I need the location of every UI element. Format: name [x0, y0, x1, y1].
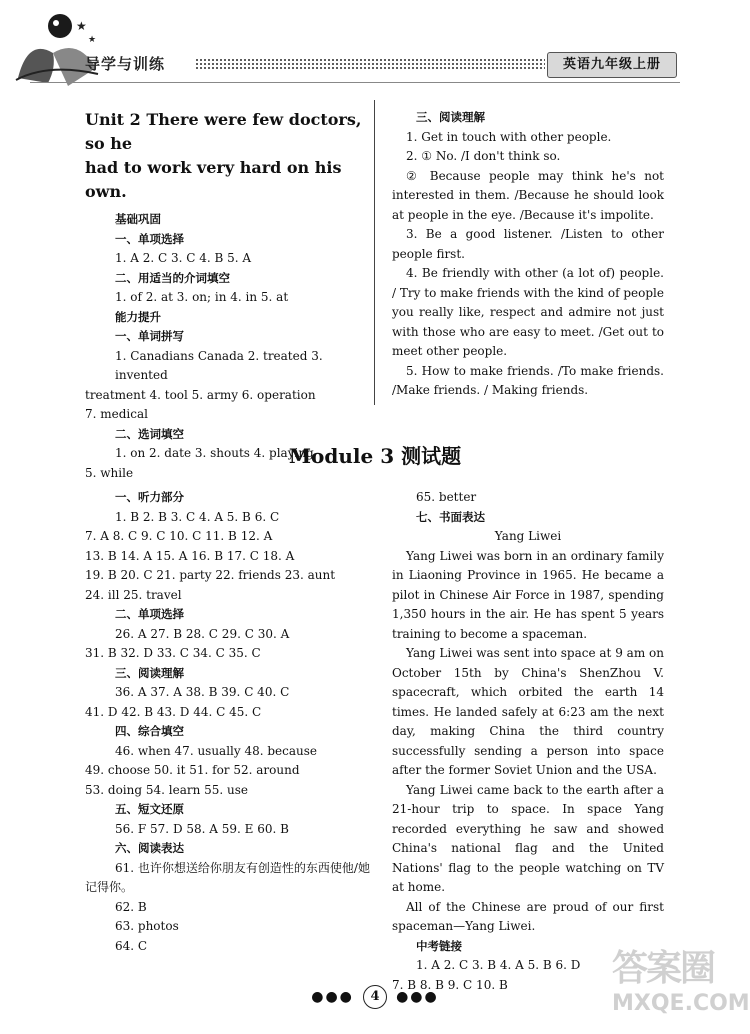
answer-line: 26. A 27. B 28. C 29. C 30. A [115, 626, 290, 641]
section-heading: 三、阅读理解 [115, 665, 184, 680]
answer-line: 19. B 20. C 21. party 22. friends 23. aunt [85, 568, 336, 582]
section-heading: 一、单项选择 [115, 231, 184, 246]
svg-text:★: ★ [76, 19, 87, 33]
answer-line: 24. ill 25. travel [85, 587, 182, 602]
answer-line: 65. better [416, 490, 477, 504]
answer-line: 5. while [85, 465, 134, 480]
section-heading: 六、阅读表达 [115, 841, 184, 855]
reading-answers [392, 108, 664, 401]
answer-line: 53. doing 54. learn 55. use [85, 782, 249, 797]
test-answers-right [392, 488, 664, 995]
answer-line: 41. D 42. B 43. D 44. C 45. C [85, 704, 262, 719]
answer-line: 1. Canadians Canada 2. treated 3. invented [115, 348, 323, 382]
unit2-answers [85, 108, 370, 483]
watermark-logo: 答案圈 [612, 948, 715, 989]
answer-line: 36. A 37. A 38. B 39. C 40. C [115, 685, 290, 699]
answer-line: 1. on 2. date 3. shouts 4. playing [115, 446, 314, 460]
answer-paragraph: 5. How to make friends. /To make friends. /Make friends. / Making friends. [392, 363, 664, 397]
section-heading: 一、听力部分 [115, 490, 184, 504]
footer-dots-left: ●●● [311, 989, 354, 1005]
answer-line: 46. when 47. usually 48. because [115, 743, 318, 758]
ability-heading: 能力提升 [115, 309, 161, 324]
answer-line: 1. A 2. C 3. C 4. B 5. A [115, 251, 252, 265]
header-dot-band [195, 58, 545, 70]
essay-paragraph: All of the Chinese are proud of our first spaceman—Yang Liwei. [392, 899, 664, 933]
essay-paragraph: Yang Liwei was sent into space at 9 am on October 15th by China's ShenZhou V. spacecraft, which orbited the earth 14 times. He landed safely at 6:23 am the next day, making China the third country successfully sending a person into space after the former Soviet Union and the USA. [392, 646, 664, 777]
column-divider [374, 100, 375, 405]
answer-paragraph: ② Because people may think he's not interested in them. /Because he should look at people in the eye. /Because it's impolite. [392, 168, 664, 222]
svg-text:★: ★ [88, 35, 97, 45]
answer-line: 1. of 2. at 3. on; in 4. in 5. at [115, 290, 289, 304]
essay-paragraph: Yang Liwei came back to the earth after a 21-hour trip to space. In space Yang recorded everything he saw and showed China's national flag and the United Nations' flag to the people watching on TV at home. [392, 782, 664, 894]
unit-title-line2: had to work very hard on his own. [85, 158, 342, 201]
answer-paragraph: 1. Get in touch with other people. [406, 129, 612, 144]
section-heading: 二、选词填空 [115, 426, 184, 441]
answer-line: 7. B 8. B 9. C 10. B [392, 977, 508, 992]
answer-line: 1. B 2. B 3. C 4. A 5. B 6. C [115, 509, 280, 524]
answer-paragraph: 4. Be friendly with other (a lot of) people. / Try to make friends with the kind of people you really like, respect and admire not just with those who are easy to meet. /Get out to meet other people. [392, 266, 664, 358]
header-rule [30, 82, 680, 83]
answer-line: treatment 4. tool 5. army 6. operation [85, 387, 316, 402]
footer-dots-right: ●●● [396, 989, 439, 1005]
answer-paragraph: 3. Be a good listener. /Listen to other people first. [392, 227, 664, 261]
answer-line: 13. B 14. A 15. A 16. B 17. C 18. A [85, 548, 295, 563]
answer-paragraph: 61. 也许你想送给你朋友有创造性的东西使他/她记得你。 [85, 860, 370, 894]
section-heading: 中考链接 [416, 938, 462, 953]
essay-title: Yang Liwei [494, 529, 562, 543]
answer-line: 31. B 32. D 33. C 34. C 35. C [85, 646, 261, 660]
section-heading: 二、用适当的介词填空 [115, 270, 230, 285]
answer-line: 63. photos [115, 919, 179, 933]
basic-heading: 基础巩固 [115, 212, 161, 226]
book-logo-icon [8, 8, 108, 88]
page-number: 4 [363, 985, 387, 1009]
section-heading: 七、书面表达 [416, 509, 485, 524]
watermark-url: MXQE.COM [612, 991, 750, 1016]
unit-title-line1: Unit 2 There were few doctors, so he [85, 110, 362, 153]
answer-line: 49. choose 50. it 51. for 52. around [85, 763, 300, 777]
answer-line: 7. A 8. C 9. C 10. C 11. B 12. A [85, 529, 273, 543]
answer-paragraph: 2. ① No. /I don't think so. [406, 149, 561, 163]
grade-label: 英语九年级上册 [547, 52, 677, 78]
answer-line: 7. medical [85, 407, 148, 421]
series-brand: 导学与训练 [85, 55, 166, 73]
module-title: Module 3 测试题 [288, 444, 462, 468]
answer-line: 64. C [115, 938, 148, 953]
test-answers-left [85, 488, 370, 956]
site-watermark [612, 940, 750, 1025]
answer-line: 56. F 57. D 58. A 59. E 60. B [115, 821, 289, 836]
answer-line: 62. B [115, 899, 147, 914]
answer-line: 1. A 2. C 3. B 4. A 5. B 6. D [416, 958, 581, 972]
section-heading: 一、单词拼写 [115, 329, 184, 343]
page-header [0, 0, 750, 95]
essay-paragraph: Yang Liwei was born in an ordinary family in Liaoning Province in 1965. He became a pilot in Chinese Air Force in 1987, spending 1,350 hours in the air. He has spent 5 years training to become a spaceman. [392, 548, 664, 641]
section-heading: 四、综合填空 [115, 724, 184, 738]
section-heading: 三、阅读理解 [416, 110, 485, 124]
section-heading: 二、单项选择 [115, 607, 184, 621]
section-heading: 五、短文还原 [115, 802, 184, 816]
